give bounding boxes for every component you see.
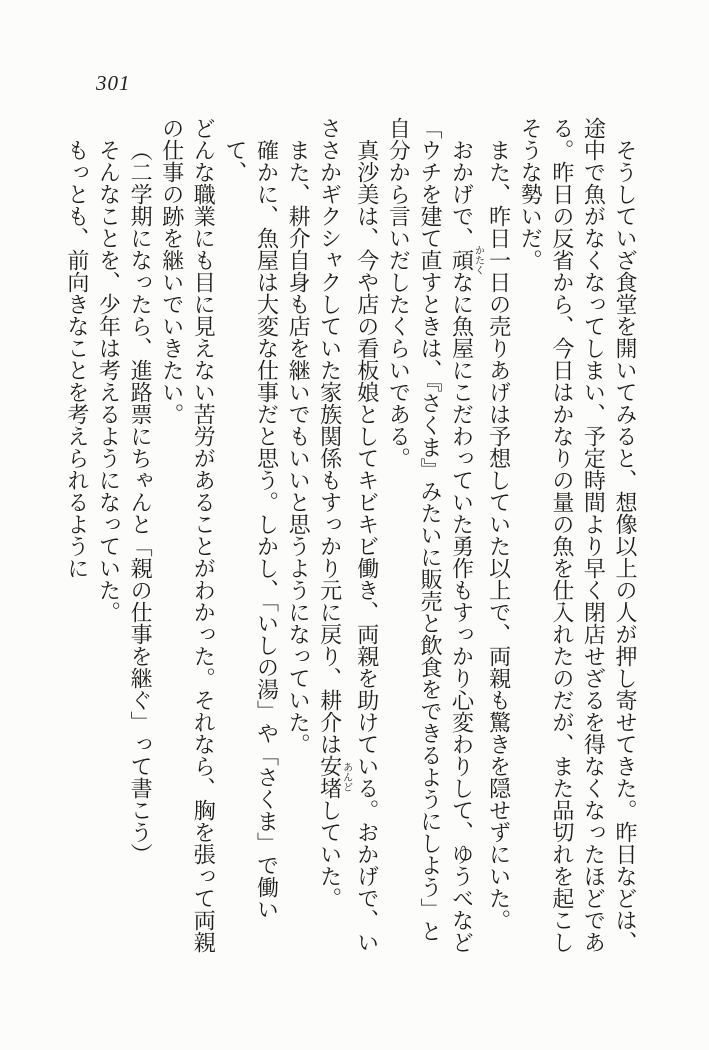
text-line: おかげで、頑かたくなに魚屋にこだわっていた勇作もすっかり心変わりして、ゆうべなど [449, 139, 484, 953]
text-line: そうな勢いだ。 [518, 117, 544, 271]
ruby-annotation: 安堵あんど [317, 755, 352, 799]
text-line: る。昨日の反省から、今日はかなりの量の魚を仕入れたのだが、また品切れを起こし [549, 117, 575, 953]
text-line: 「ウチを建て直すときは、『さくま』みたいに販売と飲食をできるようにしよう」と [417, 117, 443, 942]
ruby-annotation: 頑かたく [449, 245, 484, 275]
text-line: また、昨日一日の売りあげは予想していた以上で、両親も驚きを隠せずにいた。 [486, 139, 512, 931]
text-line: （二学期になったら、進路票にちゃんと「親の仕事を継ぐ」って書こう） [128, 139, 154, 865]
text-line: 自分から言いだしたくらいである。 [386, 117, 412, 469]
text-line: また、耕介自身も店を継いでもいいと思うようになっていた。 [286, 139, 312, 755]
text-line: もっとも、前向きなことを考えられるように [64, 139, 90, 579]
body-text-block [61, 117, 641, 961]
text-line: そんなことを、少年は考えるようになっていた。 [96, 139, 122, 623]
text-line: 真沙美は、今や店の看板娘としてキビキビ働き、両親を助けている。おかげで、い [354, 139, 380, 953]
text-line: の仕事の跡を継いでいきたい。 [159, 117, 185, 425]
text-line: どんな職業にも目に見えない苦労があることがわかった。それなら、胸を張って両親 [191, 117, 217, 953]
text-line: 確かに、魚屋は大変な仕事だと思う。しかし、「いしの湯」や「さくま」で働いて、 [222, 139, 280, 920]
text-line: 途中で魚がなくなってしまい、予定時間より早く閉店せざるを得なくなったほどであ [581, 117, 607, 953]
text-line: ささかギクシャクしていた家族関係もすっかり元に戻り、耕介は安堵あんどしていた。 [317, 117, 352, 909]
page-number: 301 [96, 71, 131, 95]
text-line: そうしていざ食堂を開いてみると、想像以上の人が押し寄せてきた。昨日などは、 [613, 139, 638, 953]
